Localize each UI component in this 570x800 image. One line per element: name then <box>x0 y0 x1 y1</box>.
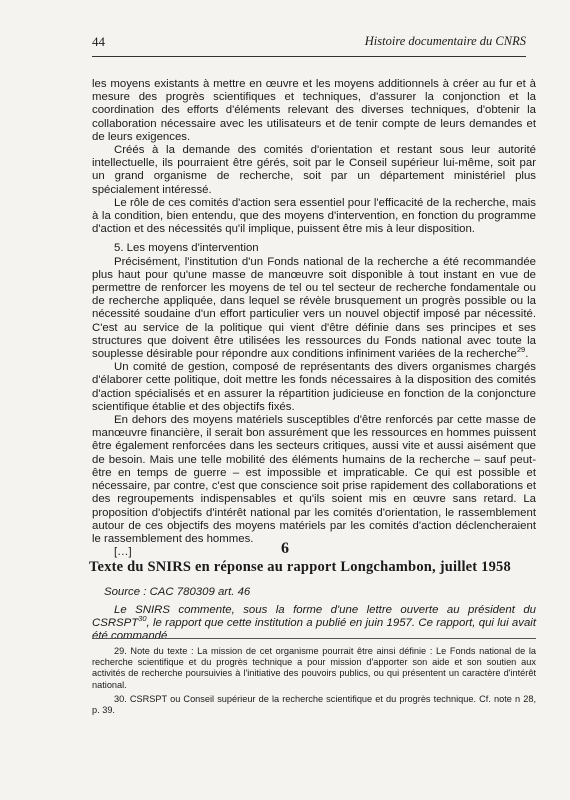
footnote-ref-30[interactable]: 30 <box>138 614 147 624</box>
section-title: Texte du SNIRS en réponse au rapport Longchambon, juillet 1958 <box>89 559 511 575</box>
main-text <box>92 78 536 559</box>
page-number: 44 <box>92 34 105 49</box>
footnote-ref-29[interactable]: 29 <box>516 345 526 355</box>
paragraph: En dehors des moyens matériels susceptibles d'être renforcés par cette masse de manœuvre financière, il serait bon assurément que les ressources en hommes puissent être également renforcées dans les secteurs critiques, aussi vite et aussi aisément que de besoin. Mais une telle mobilité des éléments humains de la recherche – sauf peut-être en temps de guerre – est impossible et impraticable. Ce qui est possible et nécessaire, par contre, c'est que conscience soit prise rapidement des collaborations et des regroupements indispensables et qu'ils soient mis en œuvre sans retard. La proposition d'objectifs d'intérêt national par les comités d'orientation, le rassemblement autour de ces objectifs des moyens matériels par les comités d'action déclencheraient le rassemblement des hommes. <box>92 414 536 545</box>
paragraph: Créés à la demande des comités d'orientation et restant sous leur autorité intellectuelle, ils pourraient être gérés, soit par le Conseil supérieur lui-même, soit par un grand organisme de recherche, soit par un département ministériel plus spécialement intéressé. <box>92 144 536 196</box>
ellipsis: […] <box>114 546 132 559</box>
running-title: Histoire documentaire du CNRS <box>364 34 526 48</box>
paragraph: Le rôle de ces comités d'action sera essentiel pour l'efficacité de la recherche, mais à la condition, bien entendu, que des moyens d'intervention, en fonction du programme d'action et des nécessités qu'il implique, puissent être mis à leur disposition. <box>92 196 536 236</box>
section-number: 6 <box>281 540 289 557</box>
paragraph: Précisément, l'institution d'un Fonds national de la recherche a été recommandée plus haut pour qu'une masse de manœuvre soit disponible à tout instant en vue de permettre de renforcer les moyens de tel ou tel secteur de recherche fondamentale ou de recherche appliquée, dans lequel se révèle brusquement un progrès possible ou la nécessité soudaine d'un effort particulier vers un nouvel objectif imposé par nécessité. C'est au service de la politique qui vient d'être définie dans ses principes et ses structures que doivent être utilisées les ressources du Fonds national avec toute la souplesse désirable pour répondre aux conditions infiniment variées de la recherche$^{29}$. <box>92 255 536 361</box>
paragraph-text: Précisément, l'institution d'un Fonds national de la recherche a été recommandée plus haut pour qu'une masse de manœuvre soit disponible à tout instant en vue de permettre de renforcer les moyens de tel ou tel secteur de recherche fondamentale ou de recherche appliquée, dans lequel se révèle brusquement un progrès possible ou la nécessité soudaine d'un effort particulier vers un nouvel objectif imposé par nécessité. C'est au service de la politique qui vient d'être définie dans ses principes et ses structures que doivent être utilisées les ressources du Fonds national avec toute la souplesse désirable pour répondre aux conditions infiniment variées de la recherche <box>92 255 536 361</box>
page-header <box>92 34 526 50</box>
paragraph: Un comité de gestion, composé de représentants des divers organismes chargés d'élaborer cette politique, doit mettre les fonds nécessaires à la disposition des comités d'action spécialisés et en assurer la répartition judicieuse en fonction de la conjoncture scientifique établie et des objectifs fixés. <box>92 361 536 413</box>
footnote-30: 30. CSRSPT ou Conseil supérieur de la recherche scientifique et du progrès technique. Cf. note n 28, p. 39. <box>92 693 536 716</box>
source-line: Source : CAC 780309 art. 46 <box>104 586 251 598</box>
subsection-heading: 5. Les moyens d'intervention <box>114 242 259 255</box>
footnotes <box>92 646 536 716</box>
paragraph: les moyens existants à mettre en œuvre et les moyens additionnels à créer au fur et à mesure des progrès scientifiques et techniques, d'assurer la conjonction et la coordination des efforts d'éléments relevant des diverses techniques, d'obtenir la collaboration nécessaire avec les utilisateurs et de tenir compte de leurs demandes et de leurs exigences. <box>92 78 536 143</box>
footnote-29: 29. Note du texte : La mission de cet organisme pourrait être ainsi définie : Le Fonds national de la recherche scientifique et du progrès technique a pour mission d'apporter son aide et son soutien aux activités de recherche poursuivies à l'initiative des pouvoirs publics, ou qui présentent un caractère d'intérêt national. <box>92 646 536 690</box>
footnote-rule <box>92 638 536 639</box>
header-rule <box>92 56 526 57</box>
intro-paragraph: Le SNIRS commente, sous la forme d'une lettre ouverte au président du CSRSPT$^{30}$, le rapport que cette institution a publié en juin 1957. Ce rapport, qui lui avait été commandé <box>92 604 536 643</box>
